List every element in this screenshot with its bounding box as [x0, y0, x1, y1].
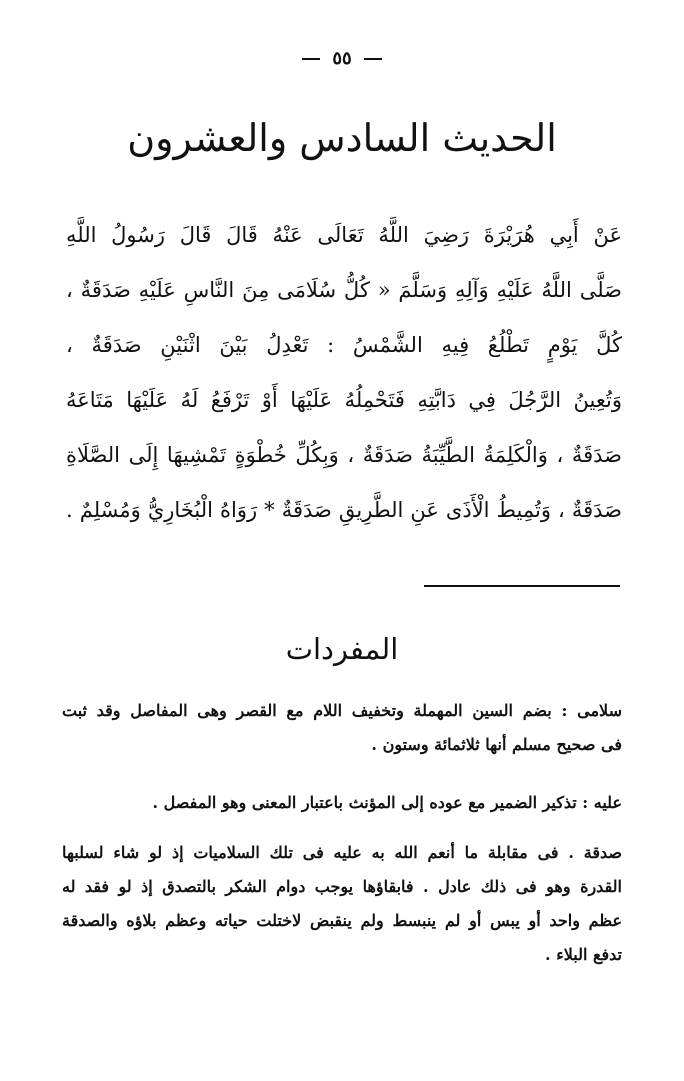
page-number-text: ٥٥: [332, 48, 352, 69]
hadith-title: الحديث السادس والعشرون: [127, 116, 557, 160]
note-line: عظم واحد أو يبس أو لم ينبسط ولم ينقبض لاختلت حياته وعظم بلاؤه والصدقة: [62, 911, 622, 930]
hadith-line: صَلَّى اللَّهُ عَلَيْهِ وَآلِهِ وَسَلَّمَ « كُلُّ سُلَامَى مِنَ النَّاسِ عَلَيْهِ صَدَقَةٌ ،: [66, 278, 622, 302]
hadith-line: صَدَقَةٌ ، وَتُمِيطُ الْأَذَى عَنِ الطَّرِيقِ صَدَقَةٌ * رَوَاهُ الْبُخَارِيُّ وَمُسْلِمٌ .: [66, 498, 622, 522]
note-line: القدرة وهو فى ذلك عادل . فابقاؤها يوجب دوام الشكر بالتصدق إذ لو فقد له: [62, 877, 622, 896]
note-line: فى صحيح مسلم أنها ثلاثمائة وستون .: [371, 735, 622, 754]
note-line: تدفع البلاء .: [545, 945, 622, 964]
hadith-line: صَدَقَةٌ ، وَالْكَلِمَةُ الطَّيِّبَةُ صَدَقَةٌ ، وَبِكُلِّ خُطْوَةٍ تَمْشِيهَا إِلَى الصَّلَاةِ: [66, 443, 622, 467]
page-number: [0, 48, 684, 69]
vocabulary-note: [62, 836, 622, 972]
hadith-line: كُلَّ يَوْمٍ تَطْلُعُ فِيهِ الشَّمْسُ : تَعْدِلُ بَيْنَ اثْنَيْنِ صَدَقَةٌ ،: [66, 333, 622, 357]
vocabulary-note: [62, 694, 622, 762]
note-line: سلامى : بضم السين المهملة وتخفيف اللام مع القصر وهى المفاصل وقد ثبت: [62, 701, 622, 720]
vocabulary-heading: المفردات: [285, 632, 399, 666]
note-line: صدقة . فى مقابلة ما أنعم الله به عليه فى تلك السلاميات إذ لو شاء لسلبها: [62, 843, 622, 862]
vocabulary-note: [62, 786, 622, 820]
note-line: عليه : تذكير الضمير مع عوده إلى المؤنث باعتبار المعنى وهو المفصل .: [152, 793, 622, 812]
page-number-dash-right: [364, 58, 382, 60]
hadith-line: وَتُعِينُ الرَّجُلَ فِي دَابَّتِهِ فَتَحْمِلُهُ عَلَيْهَا أَوْ تَرْفَعُ لَهُ عَلَيْهَا مَتَاعَهُ: [66, 388, 622, 412]
section-divider: [424, 585, 620, 587]
hadith-line: عَنْ أَبِي هُرَيْرَةَ رَضِيَ اللَّهُ تَعَالَى عَنْهُ قَالَ قَالَ رَسُولُ اللَّهِ: [66, 223, 622, 247]
page-number-dash-left: [302, 58, 320, 60]
hadith-text: [66, 208, 622, 538]
